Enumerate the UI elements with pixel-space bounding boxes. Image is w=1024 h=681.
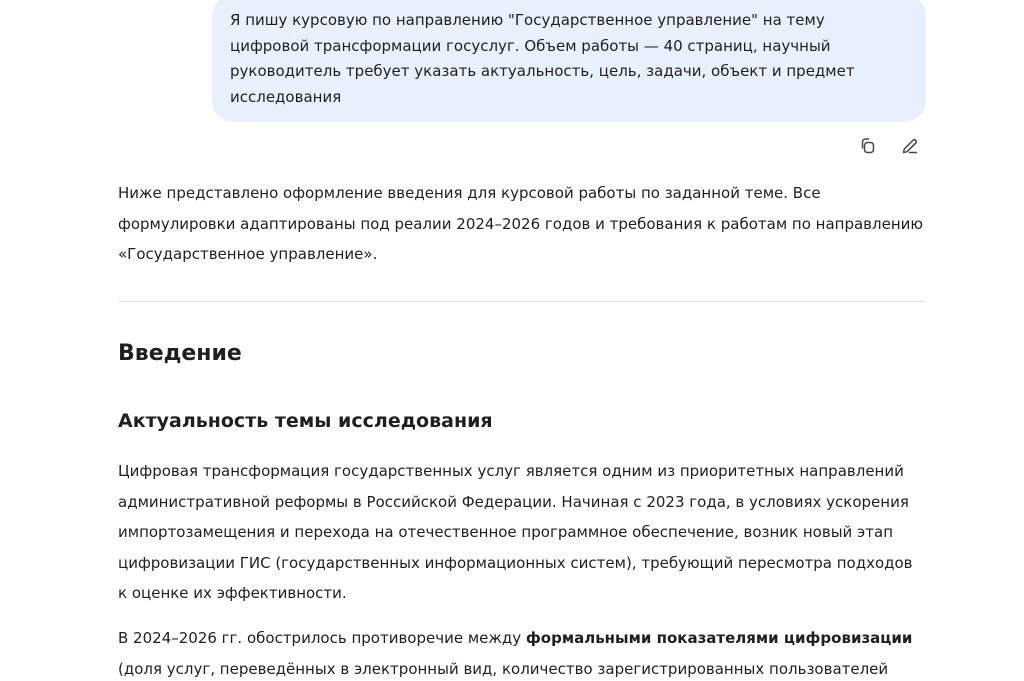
paragraph-2-text [118,623,926,681]
user-message-bubble [212,0,926,122]
copy-icon[interactable] [856,134,880,158]
paragraph-2-part2: (доля услуг, переведённых в электронный вид, количество зарегистрированных пользователей [118,659,889,678]
subsection-heading: Актуальность темы исследования [118,410,493,432]
intro-text: Ниже представлено оформление введения для курсовой работы по заданной теме. Все формулировки адаптированы под реалии 2024–2026 годов и требования к работам по направлению «Государственное управление». [118,184,924,263]
section-heading: Введение [118,341,242,366]
paragraph-relevance [118,456,926,609]
divider [118,301,926,302]
user-message-text: Я пишу курсовую по направлению "Государственное управление" на тему цифровой трансформации госуслуг. Объем работы — 40 страниц, научный руководитель требует указать актуальность, цель, задачи, объект и предмет исследования [230,11,855,106]
paragraph-2-bold: формальными показателями цифровизации [525,629,913,647]
message-actions [856,134,922,158]
paragraph-2-part1: В 2024–2026 гг. обострилось противоречие между [118,629,526,647]
paragraph-contradiction [118,623,926,681]
response-intro [118,178,926,270]
edit-pencil-icon[interactable] [898,134,922,158]
paragraph-1-text: Цифровая трансформация государственных услуг является одним из приоритетных направлений административной реформы в Российской Федерации. Начиная с 2023 года, в условиях ускорения импортозамещения и перехода на отечественное программное обеспечение, возник новый этап цифровизации ГИС (государственных информационных систем), требующий пересмотра подходов к оценке их эффективности. [118,462,913,602]
